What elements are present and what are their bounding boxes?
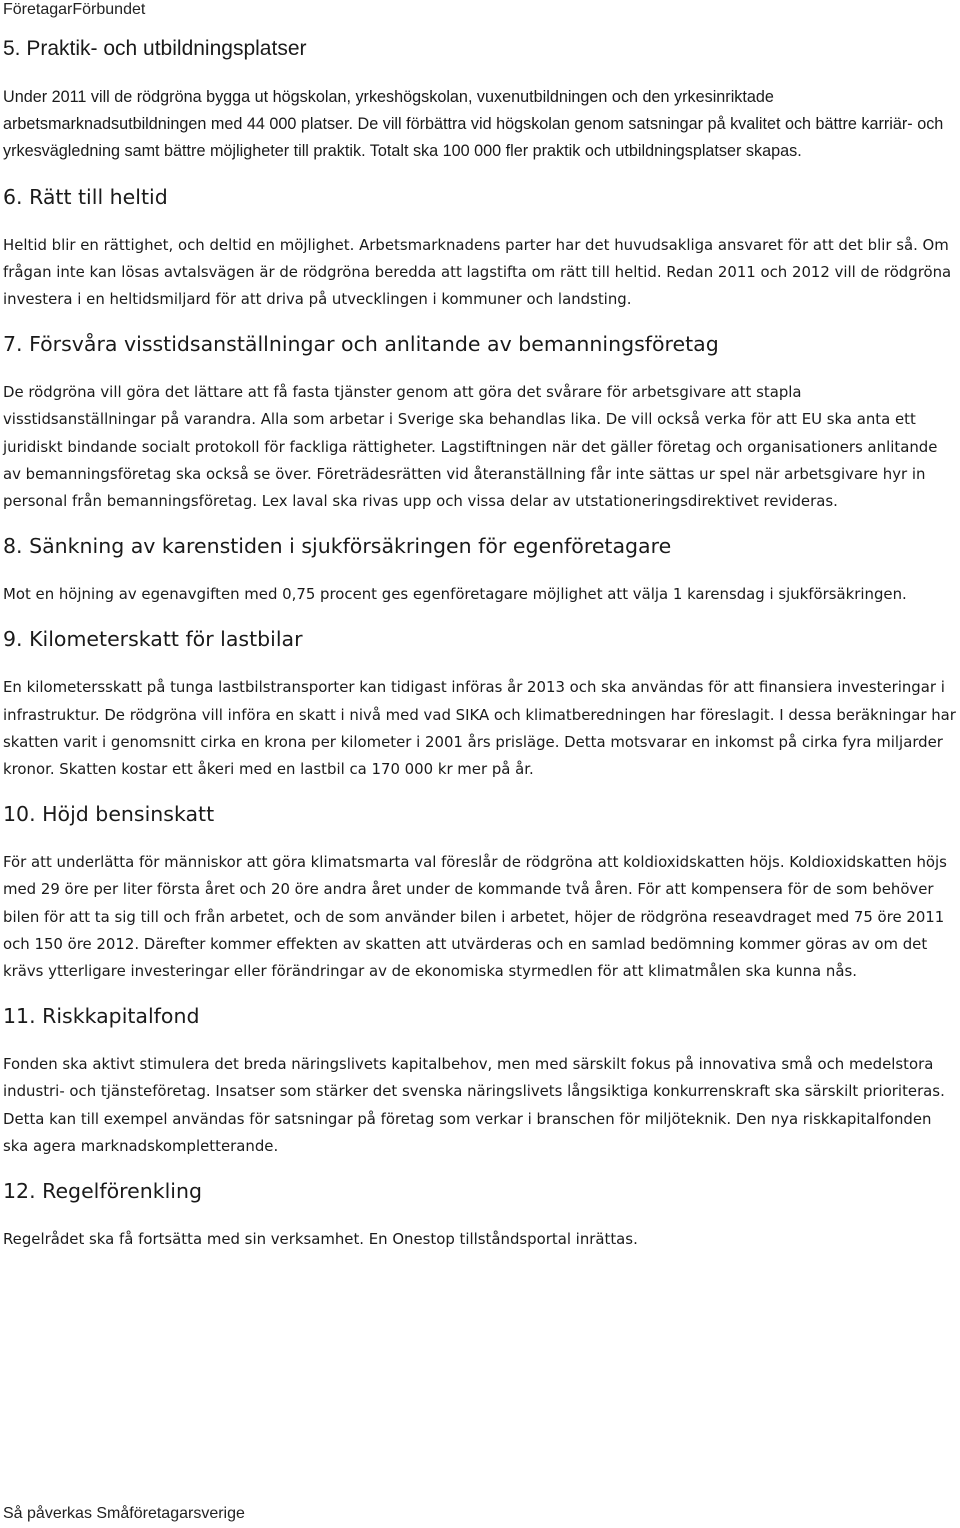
document-body [3,34,957,1253]
section-ratt-till-heltid [3,182,957,330]
section-heading: 11. Riskkapitalfond [3,1004,200,1029]
section-paragraph: Fonden ska aktivt stimulera det breda näringslivets kapitalbehov, men med särskilt fokus på innovativa små och medelstora industri- och tjänsteföretag. Insatser som stärker det svenska näringslivets långsiktiga konkurrenskraft ska särskilt prioriteras. Detta kan till exempel användas för satsningar på företag som verkar i branschen för miljöteknik. Den nya riskkapitalfonden ska agera marknadskompletterande. [3,1055,945,1155]
section-praktik-och-utbildningsplatser [3,34,957,182]
section-heading: 8. Sänkning av karenstiden i sjukförsäkringen för egenföretagare [3,534,672,559]
section-paragraph: Mot en höjning av egenavgiften med 0,75 procent ges egenföretagare möjlighet att välja 1 karensdag i sjukförsäkringen. [3,585,907,604]
section-heading: 5. Praktik- och utbildningsplatser [3,37,307,60]
section-riskkapitalfond [3,1001,957,1176]
section-heading: 7. Försvåra visstidsanställningar och anlitande av bemanningsföretag [3,332,719,357]
section-heading: 6. Rätt till heltid [3,184,168,209]
section-paragraph: En kilometersskatt på tunga lastbilstransporter kan tidigast införas år 2013 och ska användas för att finansiera investeringar i infrastruktur. De rödgröna vill införa en skatt i nivå med vad SIKA och klimatberedningen har föreslagit. I dessa beräkningar har skatten varit i genomsnitt cirka en krona per kilometer i 2001 års prisläge. Detta motsvarar en inkomst på cirka fyra miljarder kronor. Skatten kostar ett åkeri med en lastbil ca 170 000 kr mer på år. [3,678,956,779]
page-footer: Så påverkas Småföretagarsverige [3,1505,245,1522]
section-heading: 9. Kilometerskatt för lastbilar [3,627,303,652]
section-paragraph: Regelrådet ska få fortsätta med sin verksamhet. En Onestop tillståndsportal inrättas. [3,1230,638,1249]
section-paragraph: För att underlätta för människor att göra klimatsmarta val föreslår de rödgröna att koldioxidskatten höjs. Koldioxidskatten höjs med 29 öre per liter första året och 20 öre andra året under de kommande två åren. För att kompensera för de som behöver bilen för att ta sig till och från arbetet, och de som använder bilen i arbetet, höjer de rödgröna reseavdraget med 75 öre 2011 och 150 öre 2012. Därefter kommer effekten av skatten att utvärderas och en samlad bedömning kommer göras av om det krävs ytterligare investeringar eller förändringar av de ekonomiska styrmedlen för att klimatmålen ska kunna nås. [3,853,947,981]
section-heading: 12. Regelförenkling [3,1179,202,1204]
section-visstidsanstallningar [3,329,957,531]
section-kilometerskatt [3,624,957,799]
section-paragraph: De rödgröna vill göra det lättare att få fasta tjänster genom att göra det svårare för arbetsgivare att stapla visstidsanställningar på varandra. Alla som arbetar i Sverige ska behandlas lika. De vill också verka för att EU ska anta ett juridiskt bindande socialt protokoll för fackliga rättigheter. Lagstiftningen när det gäller företag och organisationers anlitande av bemanningsföretag ska också se över. Företrädesrätten vid återanställning får inte sättas ur spel när arbetsgivare hyr in personal från bemanningsföretag. Lex laval ska rivas upp och vissa delar av utstationeringsdirektivet revideras. [3,383,938,511]
section-paragraph: Under 2011 vill de rödgröna bygga ut högskolan, yrkeshögskolan, vuxenutbildningen och den yrkesinriktade arbetsmarknadsutbildningen med 44 000 platser. De vill förbättra vid högskolan genom satsningar på kvalitet och bättre karriär- och yrkesvägledning samt bättre möjligheter till praktik. Totalt ska 100 000 fler praktik och utbildningsplatser skapas. [3,88,944,161]
page-header: FöretagarFörbundet [3,1,146,18]
section-karenstid [3,531,957,624]
section-regelforenkling [3,1176,957,1253]
section-heading: 10. Höjd bensinskatt [3,802,215,827]
section-paragraph: Heltid blir en rättighet, och deltid en möjlighet. Arbetsmarknadens parter har det huvudsakliga ansvaret för att det blir så. Om frågan inte kan lösas avtalsvägen är de rödgröna beredda att lagstifta om rätt till heltid. Redan 2011 och 2012 vill de rödgröna investera i en heltidsmiljard för att driva på utvecklingen i kommuner och landsting. [3,235,952,309]
section-bensinskatt [3,799,957,1001]
